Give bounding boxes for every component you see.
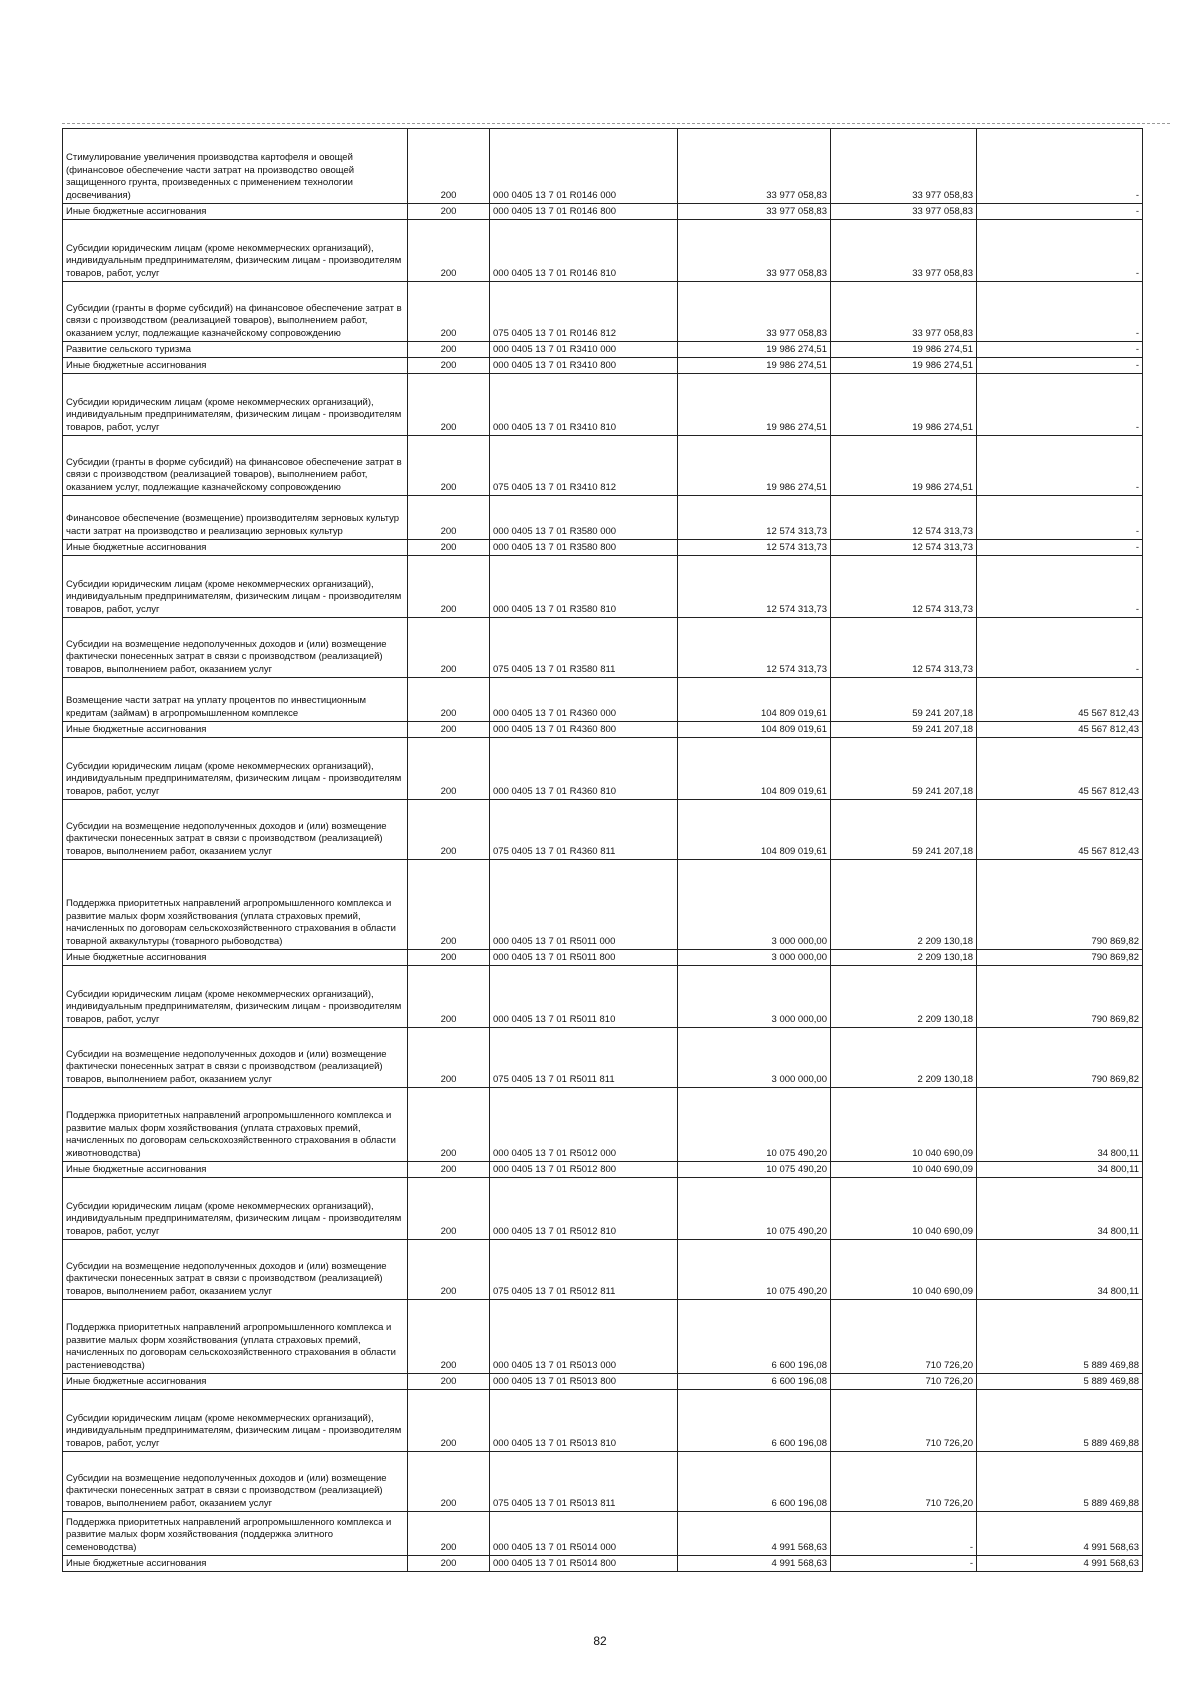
- row-executed: 10 040 690,09: [831, 1178, 977, 1240]
- row-name: Субсидии (гранты в форме субсидий) на финансовое обеспечение затрат в связи с производством (реализацией товаров), выполнением работ, оказанием услуг, подлежащие казначейскому сопровождению: [63, 436, 408, 496]
- row-name: Субсидии юридическим лицам (кроме некоммерческих организаций), индивидуальным предпринимателям, физическим лицам - производителям товаров, работ, услуг: [63, 1390, 408, 1452]
- row-name: Субсидии юридическим лицам (кроме некоммерческих организаций), индивидуальным предпринимателям, физическим лицам - производителям товаров, работ, услуг: [63, 374, 408, 436]
- row-executed: 59 241 207,18: [831, 738, 977, 800]
- row-remainder: -: [977, 204, 1143, 220]
- table-row: [63, 860, 1143, 950]
- page-number: 82: [593, 1634, 607, 1648]
- row-name: Иные бюджетные ассигнования: [63, 1556, 408, 1572]
- row-kbk: 000 0405 13 7 01 R5013 000: [490, 1300, 678, 1374]
- row-code: 200: [408, 204, 490, 220]
- row-name: Субсидии юридическим лицам (кроме некоммерческих организаций), индивидуальным предпринимателям, физическим лицам - производителям товаров, работ, услуг: [63, 738, 408, 800]
- row-name: Развитие сельского туризма: [63, 342, 408, 358]
- row-assigned: 6 600 196,08: [678, 1390, 831, 1452]
- row-code: 200: [408, 358, 490, 374]
- page-top-rule: [62, 123, 1170, 124]
- row-kbk: 000 0405 13 7 01 R5012 810: [490, 1178, 678, 1240]
- row-kbk: 000 0405 13 7 01 R5012 800: [490, 1162, 678, 1178]
- row-executed: 19 986 274,51: [831, 436, 977, 496]
- row-assigned: 4 991 568,63: [678, 1512, 831, 1556]
- row-kbk: 075 0405 13 7 01 R5012 811: [490, 1240, 678, 1300]
- row-code: 200: [408, 342, 490, 358]
- row-executed: 2 209 130,18: [831, 966, 977, 1028]
- row-assigned: 12 574 313,73: [678, 618, 831, 678]
- row-assigned: 6 600 196,08: [678, 1452, 831, 1512]
- row-kbk: 075 0405 13 7 01 R3580 811: [490, 618, 678, 678]
- row-code: 200: [408, 282, 490, 342]
- row-assigned: 10 075 490,20: [678, 1088, 831, 1162]
- row-kbk: 000 0405 13 7 01 R0146 000: [490, 129, 678, 204]
- row-assigned: 104 809 019,61: [678, 738, 831, 800]
- table-row: [63, 282, 1143, 342]
- row-kbk: 000 0405 13 7 01 R3580 800: [490, 540, 678, 556]
- row-code: 200: [408, 1512, 490, 1556]
- row-code: 200: [408, 1178, 490, 1240]
- row-remainder: 34 800,11: [977, 1178, 1143, 1240]
- row-kbk: 000 0405 13 7 01 R5011 810: [490, 966, 678, 1028]
- row-name: Субсидии юридическим лицам (кроме некоммерческих организаций), индивидуальным предпринимателям, физическим лицам - производителям товаров, работ, услуг: [63, 1178, 408, 1240]
- row-name: Субсидии на возмещение недополученных доходов и (или) возмещение фактически понесенных затрат в связи с производством (реализацией) товаров, выполнением работ, оказанием услуг: [63, 800, 408, 860]
- row-kbk: 000 0405 13 7 01 R5011 000: [490, 860, 678, 950]
- table-row: [63, 1452, 1143, 1512]
- row-name: Субсидии на возмещение недополученных доходов и (или) возмещение фактически понесенных затрат в связи с производством (реализацией) товаров, выполнением работ, оказанием услуг: [63, 1452, 408, 1512]
- row-name: Субсидии юридическим лицам (кроме некоммерческих организаций), индивидуальным предпринимателям, физическим лицам - производителям товаров, работ, услуг: [63, 220, 408, 282]
- row-assigned: 33 977 058,83: [678, 220, 831, 282]
- row-remainder: -: [977, 220, 1143, 282]
- row-remainder: 4 991 568,63: [977, 1556, 1143, 1572]
- row-name: Субсидии на возмещение недополученных доходов и (или) возмещение фактически понесенных затрат в связи с производством (реализацией) товаров, выполнением работ, оказанием услуг: [63, 1028, 408, 1088]
- row-remainder: -: [977, 374, 1143, 436]
- row-name: Поддержка приоритетных направлений агропромышленного комплекса и развитие малых форм хозяйствования (поддержка элитного семеноводства): [63, 1512, 408, 1556]
- row-assigned: 3 000 000,00: [678, 950, 831, 966]
- row-name: Иные бюджетные ассигнования: [63, 540, 408, 556]
- row-assigned: 4 991 568,63: [678, 1556, 831, 1572]
- row-executed: 19 986 274,51: [831, 374, 977, 436]
- row-kbk: 000 0405 13 7 01 R3410 810: [490, 374, 678, 436]
- table-row: [63, 436, 1143, 496]
- row-executed: 10 040 690,09: [831, 1240, 977, 1300]
- row-remainder: 790 869,82: [977, 1028, 1143, 1088]
- row-name: Поддержка приоритетных направлений агропромышленного комплекса и развитие малых форм хозяйствования (уплата страховых премий, начисленных по договорам сельскохозяйственного страхования в области растениеводства): [63, 1300, 408, 1374]
- row-executed: 59 241 207,18: [831, 800, 977, 860]
- row-kbk: 000 0405 13 7 01 R5014 000: [490, 1512, 678, 1556]
- table-row: [63, 678, 1143, 722]
- row-code: 200: [408, 436, 490, 496]
- table-row: [63, 800, 1143, 860]
- row-kbk: 075 0405 13 7 01 R0146 812: [490, 282, 678, 342]
- row-name: Поддержка приоритетных направлений агропромышленного комплекса и развитие малых форм хозяйствования (уплата страховых премий, начисленных по договорам сельскохозяйственного страхования в области животноводства): [63, 1088, 408, 1162]
- row-kbk: 000 0405 13 7 01 R3580 810: [490, 556, 678, 618]
- row-code: 200: [408, 1028, 490, 1088]
- row-name: Финансовое обеспечение (возмещение) производителям зерновых культур части затрат на производство и реализацию зерновых культур: [63, 496, 408, 540]
- row-kbk: 075 0405 13 7 01 R5013 811: [490, 1452, 678, 1512]
- table-row: [63, 540, 1143, 556]
- row-remainder: 34 800,11: [977, 1088, 1143, 1162]
- row-name: Субсидии юридическим лицам (кроме некоммерческих организаций), индивидуальным предпринимателям, физическим лицам - производителям товаров, работ, услуг: [63, 556, 408, 618]
- row-code: 200: [408, 556, 490, 618]
- row-assigned: 6 600 196,08: [678, 1300, 831, 1374]
- table-row: [63, 722, 1143, 738]
- row-name: Поддержка приоритетных направлений агропромышленного комплекса и развитие малых форм хозяйствования (уплата страховых премий, начисленных по договорам сельскохозяйственного страхования в области товарной аквакультуры (товарного рыбоводства): [63, 860, 408, 950]
- table-row: [63, 220, 1143, 282]
- table-row: [63, 1390, 1143, 1452]
- row-remainder: 45 567 812,43: [977, 800, 1143, 860]
- row-code: 200: [408, 860, 490, 950]
- row-remainder: 5 889 469,88: [977, 1452, 1143, 1512]
- row-assigned: 33 977 058,83: [678, 204, 831, 220]
- row-remainder: -: [977, 540, 1143, 556]
- row-name: Субсидии на возмещение недополученных доходов и (или) возмещение фактически понесенных затрат в связи с производством (реализацией) товаров, выполнением работ, оказанием услуг: [63, 1240, 408, 1300]
- table-row: [63, 1178, 1143, 1240]
- row-assigned: 12 574 313,73: [678, 556, 831, 618]
- row-executed: 10 040 690,09: [831, 1162, 977, 1178]
- row-code: 200: [408, 618, 490, 678]
- row-remainder: -: [977, 358, 1143, 374]
- row-remainder: 45 567 812,43: [977, 678, 1143, 722]
- row-assigned: 3 000 000,00: [678, 966, 831, 1028]
- row-executed: -: [831, 1556, 977, 1572]
- row-executed: 33 977 058,83: [831, 220, 977, 282]
- row-kbk: 000 0405 13 7 01 R5013 800: [490, 1374, 678, 1390]
- row-executed: 12 574 313,73: [831, 618, 977, 678]
- table-row: [63, 1512, 1143, 1556]
- table-row: [63, 1088, 1143, 1162]
- row-code: 200: [408, 722, 490, 738]
- budget-table: [62, 128, 1143, 1572]
- row-remainder: 45 567 812,43: [977, 738, 1143, 800]
- row-executed: 33 977 058,83: [831, 129, 977, 204]
- row-name: Иные бюджетные ассигнования: [63, 1374, 408, 1390]
- row-kbk: 075 0405 13 7 01 R3410 812: [490, 436, 678, 496]
- row-executed: 2 209 130,18: [831, 950, 977, 966]
- row-remainder: -: [977, 436, 1143, 496]
- row-assigned: 104 809 019,61: [678, 678, 831, 722]
- row-executed: 33 977 058,83: [831, 282, 977, 342]
- row-kbk: 000 0405 13 7 01 R3580 000: [490, 496, 678, 540]
- row-assigned: 19 986 274,51: [678, 342, 831, 358]
- row-name: Иные бюджетные ассигнования: [63, 1162, 408, 1178]
- row-kbk: 000 0405 13 7 01 R4360 000: [490, 678, 678, 722]
- row-remainder: 34 800,11: [977, 1162, 1143, 1178]
- row-executed: 12 574 313,73: [831, 540, 977, 556]
- row-code: 200: [408, 950, 490, 966]
- row-assigned: 19 986 274,51: [678, 358, 831, 374]
- row-remainder: -: [977, 618, 1143, 678]
- table-row: [63, 1028, 1143, 1088]
- row-executed: 12 574 313,73: [831, 556, 977, 618]
- row-code: 200: [408, 1390, 490, 1452]
- table-row: [63, 966, 1143, 1028]
- row-kbk: 000 0405 13 7 01 R0146 800: [490, 204, 678, 220]
- row-remainder: 790 869,82: [977, 966, 1143, 1028]
- row-executed: 710 726,20: [831, 1374, 977, 1390]
- row-code: 200: [408, 540, 490, 556]
- row-name: Иные бюджетные ассигнования: [63, 950, 408, 966]
- row-executed: 59 241 207,18: [831, 678, 977, 722]
- row-remainder: 790 869,82: [977, 860, 1143, 950]
- row-assigned: 10 075 490,20: [678, 1240, 831, 1300]
- row-name: Иные бюджетные ассигнования: [63, 358, 408, 374]
- table-row: [63, 496, 1143, 540]
- row-code: 200: [408, 1088, 490, 1162]
- row-kbk: 000 0405 13 7 01 R4360 810: [490, 738, 678, 800]
- table-row: [63, 204, 1143, 220]
- row-code: 200: [408, 220, 490, 282]
- table-row: [63, 1162, 1143, 1178]
- row-code: 200: [408, 678, 490, 722]
- row-executed: 12 574 313,73: [831, 496, 977, 540]
- row-code: 200: [408, 496, 490, 540]
- row-assigned: 12 574 313,73: [678, 540, 831, 556]
- row-name: Возмещение части затрат на уплату процентов по инвестиционным кредитам (займам) в агропромышленном комплексе: [63, 678, 408, 722]
- row-kbk: 000 0405 13 7 01 R5014 800: [490, 1556, 678, 1572]
- row-name: Стимулирование увеличения производства картофеля и овощей (финансовое обеспечение части затрат на производство овощей защищенного грунта, произведенных с применением технологии досвечивания): [63, 129, 408, 204]
- row-kbk: 000 0405 13 7 01 R5011 800: [490, 950, 678, 966]
- budget-table-body: [63, 129, 1143, 1572]
- row-remainder: 45 567 812,43: [977, 722, 1143, 738]
- row-remainder: -: [977, 282, 1143, 342]
- row-code: 200: [408, 738, 490, 800]
- row-name: Субсидии юридическим лицам (кроме некоммерческих организаций), индивидуальным предпринимателям, физическим лицам - производителям товаров, работ, услуг: [63, 966, 408, 1028]
- row-remainder: -: [977, 496, 1143, 540]
- row-remainder: 790 869,82: [977, 950, 1143, 966]
- row-assigned: 3 000 000,00: [678, 860, 831, 950]
- row-kbk: 075 0405 13 7 01 R4360 811: [490, 800, 678, 860]
- row-executed: 33 977 058,83: [831, 204, 977, 220]
- row-remainder: 34 800,11: [977, 1240, 1143, 1300]
- row-executed: 19 986 274,51: [831, 342, 977, 358]
- row-assigned: 12 574 313,73: [678, 496, 831, 540]
- row-name: Иные бюджетные ассигнования: [63, 204, 408, 220]
- row-kbk: 075 0405 13 7 01 R5011 811: [490, 1028, 678, 1088]
- row-remainder: 5 889 469,88: [977, 1300, 1143, 1374]
- row-kbk: 000 0405 13 7 01 R5013 810: [490, 1390, 678, 1452]
- row-executed: 59 241 207,18: [831, 722, 977, 738]
- table-row: [63, 342, 1143, 358]
- row-executed: 2 209 130,18: [831, 860, 977, 950]
- table-row: [63, 129, 1143, 204]
- row-executed: 710 726,20: [831, 1452, 977, 1512]
- row-code: 200: [408, 966, 490, 1028]
- row-remainder: -: [977, 129, 1143, 204]
- table-row: [63, 950, 1143, 966]
- row-assigned: 104 809 019,61: [678, 722, 831, 738]
- row-code: 200: [408, 800, 490, 860]
- row-code: 200: [408, 1556, 490, 1572]
- row-code: 200: [408, 1374, 490, 1390]
- table-row: [63, 618, 1143, 678]
- row-executed: 19 986 274,51: [831, 358, 977, 374]
- row-remainder: 4 991 568,63: [977, 1512, 1143, 1556]
- row-executed: 710 726,20: [831, 1390, 977, 1452]
- table-row: [63, 1300, 1143, 1374]
- table-row: [63, 374, 1143, 436]
- table-row: [63, 1556, 1143, 1572]
- row-remainder: -: [977, 342, 1143, 358]
- row-name: Субсидии (гранты в форме субсидий) на финансовое обеспечение затрат в связи с производством (реализацией товаров), выполнением работ, оказанием услуг, подлежащие казначейскому сопровождению: [63, 282, 408, 342]
- row-code: 200: [408, 1452, 490, 1512]
- row-kbk: 000 0405 13 7 01 R3410 800: [490, 358, 678, 374]
- row-kbk: 000 0405 13 7 01 R4360 800: [490, 722, 678, 738]
- row-assigned: 33 977 058,83: [678, 129, 831, 204]
- row-code: 200: [408, 1240, 490, 1300]
- row-name: Иные бюджетные ассигнования: [63, 722, 408, 738]
- row-assigned: 33 977 058,83: [678, 282, 831, 342]
- table-row: [63, 738, 1143, 800]
- row-assigned: 3 000 000,00: [678, 1028, 831, 1088]
- row-code: 200: [408, 1162, 490, 1178]
- row-kbk: 000 0405 13 7 01 R5012 000: [490, 1088, 678, 1162]
- row-remainder: 5 889 469,88: [977, 1374, 1143, 1390]
- row-executed: 2 209 130,18: [831, 1028, 977, 1088]
- row-assigned: 10 075 490,20: [678, 1178, 831, 1240]
- table-row: [63, 358, 1143, 374]
- row-assigned: 10 075 490,20: [678, 1162, 831, 1178]
- row-code: 200: [408, 1300, 490, 1374]
- row-assigned: 6 600 196,08: [678, 1374, 831, 1390]
- row-assigned: 19 986 274,51: [678, 374, 831, 436]
- row-executed: 710 726,20: [831, 1300, 977, 1374]
- table-row: [63, 1374, 1143, 1390]
- row-assigned: 19 986 274,51: [678, 436, 831, 496]
- table-row: [63, 556, 1143, 618]
- row-name: Субсидии на возмещение недополученных доходов и (или) возмещение фактически понесенных затрат в связи с производством (реализацией) товаров, выполнением работ, оказанием услуг: [63, 618, 408, 678]
- row-executed: 10 040 690,09: [831, 1088, 977, 1162]
- row-remainder: 5 889 469,88: [977, 1390, 1143, 1452]
- row-assigned: 104 809 019,61: [678, 800, 831, 860]
- row-remainder: -: [977, 556, 1143, 618]
- table-row: [63, 1240, 1143, 1300]
- row-kbk: 000 0405 13 7 01 R3410 000: [490, 342, 678, 358]
- row-executed: -: [831, 1512, 977, 1556]
- row-code: 200: [408, 374, 490, 436]
- row-kbk: 000 0405 13 7 01 R0146 810: [490, 220, 678, 282]
- row-code: 200: [408, 129, 490, 204]
